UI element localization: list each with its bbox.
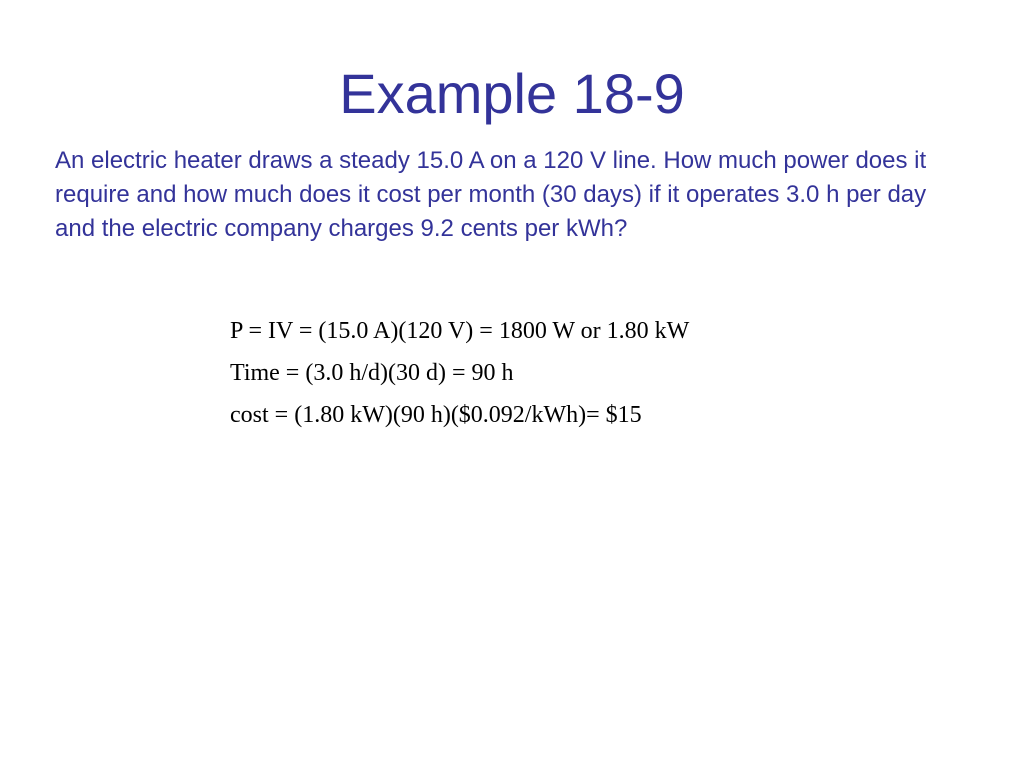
equation-power: P = IV = (15.0 A)(120 V) = 1800 W or 1.80 kW xyxy=(230,318,690,344)
problem-statement: An electric heater draws a steady 15.0 A on a 120 V line. How much power does it require and how much does it cost per month (30 days) if it operates 3.0 h per day and the electric company charges 9.2 cents per kWh? xyxy=(55,147,927,242)
equation-cost: cost = (1.80 kW)(90 h)($0.092/kWh)= $15 xyxy=(230,402,642,428)
equation-time: Time = (3.0 h/d)(30 d) = 90 h xyxy=(230,360,514,386)
slide-title: Example 18-9 xyxy=(339,62,685,125)
solution-equations xyxy=(230,310,930,436)
